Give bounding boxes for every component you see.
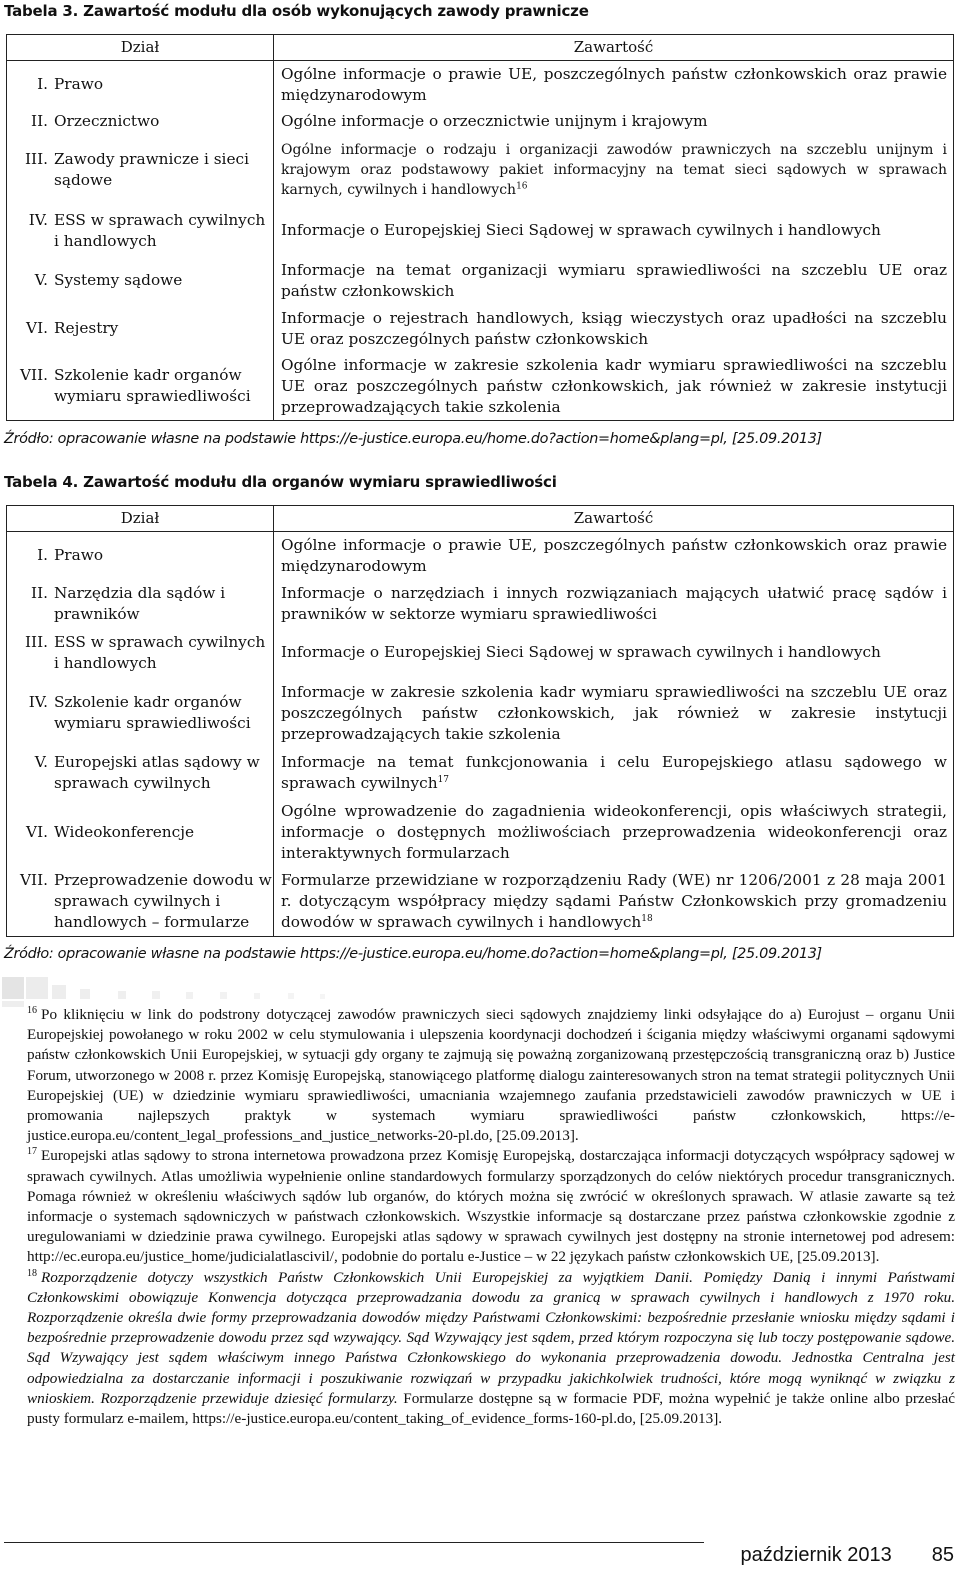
footnote-17 <box>27 1146 955 1267</box>
section-number: I. <box>37 546 48 565</box>
section-name: Zawody prawnicze i sieci sądowe <box>54 149 249 189</box>
section-content: Formularze przewidziane w rozporządzeniu Rady (WE) nr 1206/2001 z 28 maja 2001 r. dotyczącym współpracy między sądami Państw Członkowskich przy gromadzeniu dowodów w sprawach cywilnych i handlowych$^{18}$ <box>274 867 954 937</box>
footnotes <box>27 1005 955 1429</box>
section-number: II. <box>31 112 48 130</box>
section-content: Ogólne informacje o rodzaju i organizacji zawodów prawniczych na szczeblu unijnym i krajowym oraz podstawowy pakiet informacyjny na temat sieci sądowych w sprawach karnych, cywilnych i handlowych$^{16}$ <box>274 135 954 205</box>
section-content: Ogólne wprowadzenie do zagadnienia wideokonferencji, opis właściwych strategii, informacje o dostępnych możliwościach przeprowadzenia wideokonferencji oraz interaktywnych formularzach <box>274 798 954 867</box>
section-number: III. <box>25 149 48 168</box>
section-number: VII. <box>20 870 48 889</box>
section-name: Wideokonferencje <box>54 822 195 841</box>
section-content: Informacje na temat funkcjonowania i celu Europejskiego atlasu sądowego w sprawach cywilnych$^{17}$ <box>274 749 954 798</box>
section-number: V. <box>34 753 48 771</box>
table3-source: Źródło: opracowanie własne na podstawie https://e-justice.europa.eu/home.do?action=home&plang=pl, [25.09.2013] <box>4 431 822 447</box>
section-number: IV. <box>28 693 48 711</box>
table-row <box>7 867 954 937</box>
section-name: Prawo <box>54 75 104 94</box>
section-name: Prawo <box>54 546 104 565</box>
table-row <box>7 205 954 257</box>
section-number: VII. <box>20 366 48 385</box>
table3 <box>6 34 954 421</box>
footnote-number: 18 <box>27 1267 37 1279</box>
section-name: Systemy sądowe <box>54 271 183 289</box>
section-content: Informacje w zakresie szkolenia kadr wymiaru sprawiedliwości na szczeblu UE oraz poszczególnych państw członkowskich, jak również w zakresie instytucji przeprowadzających takie szkolenia <box>274 678 954 749</box>
table-row <box>7 749 954 798</box>
table4 <box>6 505 954 937</box>
section-name: Orzecznictwo <box>54 112 160 130</box>
section-number: I. <box>37 75 48 94</box>
section-name: Narzędzia dla sądów i prawników <box>54 583 226 623</box>
table4-col-content: Zawartość <box>274 506 954 532</box>
footer-rule <box>4 1542 704 1543</box>
table3-caption: Tabela 3. Zawartość modułu dla osób wykonujących zawody prawnicze <box>4 2 589 20</box>
section-name: Przeprowadzenie dowodu w sprawach cywilnych i handlowych – formularze <box>54 870 272 931</box>
table3-header <box>7 35 954 61</box>
table3-col-content: Zawartość <box>274 35 954 61</box>
section-content: Informacje o rejestrach handlowych, ksiąg wieczystych oraz upadłości na szczeblu UE oraz poszczególnych państw członkowskich <box>274 305 954 353</box>
footnote-text: Formularze dostępne są w formacie PDF, można wypełnić je także online albo przesłać pusty formularz e-mailem, https://e-justice.europa.eu/content_taking_of_evidence_forms-160-pl.do, [25.09.2013]. <box>27 1389 955 1428</box>
table3-col-section: Dział <box>7 35 274 61</box>
table-row <box>7 580 954 628</box>
section-content: Informacje na temat organizacji wymiaru sprawiedliwości na szczeblu UE oraz państw członkowskich <box>274 257 954 305</box>
section-content: Ogólne informacje o orzecznictwie unijnym i krajowym <box>274 109 954 135</box>
section-name: Rejestry <box>54 319 119 337</box>
section-content: Informacje o Europejskiej Sieci Sądowej w sprawach cywilnych i handlowych <box>274 205 954 257</box>
table-row <box>7 628 954 678</box>
table-row <box>7 61 954 109</box>
section-name: ESS w sprawach cywilnych i handlowych <box>54 632 266 672</box>
section-content: Ogólne informacje o prawie UE, poszczególnych państw członkowskich oraz prawie międzynarodowym <box>274 61 954 109</box>
section-name: Szkolenie kadr organów wymiaru sprawiedliwości <box>54 366 251 406</box>
footnote-ref: 17 <box>437 774 450 785</box>
table4-caption: Tabela 4. Zawartość modułu dla organów wymiaru sprawiedliwości <box>4 473 557 491</box>
table-row <box>7 257 954 305</box>
section-number: III. <box>25 632 48 651</box>
footer-date: październik 2013 <box>740 1544 892 1566</box>
table4-source: Źródło: opracowanie własne na podstawie https://e-justice.europa.eu/home.do?action=home&plang=pl, [25.09.2013] <box>4 946 822 962</box>
table4-header <box>7 506 954 532</box>
section-name: Europejski atlas sądowy w sprawach cywilnych <box>54 753 260 792</box>
section-content: Ogólne informacje w zakresie szkolenia kadr wymiaru sprawiedliwości na szczeblu UE oraz poszczególnych państw członkowskich, jak również w zakresie instytucji przeprowadzających takie szkolenia <box>274 353 954 421</box>
footnote-16 <box>27 1005 955 1146</box>
section-content: Informacje o Europejskiej Sieci Sądowej w sprawach cywilnych i handlowych <box>274 628 954 678</box>
section-name: ESS w sprawach cywilnych i handlowych <box>54 210 266 250</box>
decorative-squares <box>2 977 332 1007</box>
footnote-ref: 18 <box>641 913 653 924</box>
page-number: 85 <box>931 1544 954 1566</box>
table4-col-section: Dział <box>7 506 274 532</box>
footnote-text: Po kliknięciu w link do podstrony dotyczącej zawodów prawniczych sieci sądowych znajdziemy linki odsyłające do a) Eurojust – organu Unii Europejskiej powołanego w roku 2002 w celu stymulowania i ulepszenia koordynacji dochodzeń i ścigania między właściwymi organami sądowymi państw członkowskich Unii Europejskiej, w sytuacji gdy organy te zajmują się poważną zorganizowaną przestępczością transgraniczną oraz b) Justice Forum, utworzonego w 2008 r. przez Komisję Europejską, stanowiącego platformę dialogu zainteresowanych stron na temat strategii politycznych Unii Europejskiej (UE) w dziedzinie wymiaru sprawiedliwości, umacniania wzajemnego zaufania przedstawicieli zawodów prawniczych w UE i promowania najlepszych praktyk w systemach wymiaru sprawiedliwości państw członkowskich, https://e-justice.europa.eu/content_legal_professions_and_justice_networks-20-pl.do, [25.09.2013]. <box>27 1006 955 1145</box>
section-name: Szkolenie kadr organów wymiaru sprawiedliwości <box>54 693 251 732</box>
section-content: Ogólne informacje o prawie UE, poszczególnych państw członkowskich oraz prawie międzynarodowym <box>274 532 954 580</box>
footnote-18 <box>27 1268 955 1430</box>
table-row <box>7 798 954 867</box>
section-number: II. <box>31 583 48 602</box>
table-row <box>7 353 954 421</box>
footnote-number: 16 <box>27 1004 37 1016</box>
footnote-ref: 16 <box>516 180 528 191</box>
table-row <box>7 678 954 749</box>
table-row <box>7 109 954 135</box>
footnote-text: Europejski atlas sądowy to strona internetowa prowadzona przez Komisję Europejską, dostarczająca informacji dotyczących współpracy sądowej w sprawach cywilnych. Atlas umożliwia wypełnienie online standardowych formularzy sporządzonych do celów niektórych procedur transgranicznych. Pomaga również w określeniu właściwych sądów lub organów, do których można się zwrócić w określonych sprawach. W atlasie zawarte są też informacje o systemach sądowniczych w państwach członkowskich. Wszystkie informacje są dostarczane przez państwa członkowskie zgodnie z uregulowaniami w dziedzinie prawa cywilnego. Europejski atlas sądowy w sprawach cywilnych jest dostępny na stronie internetowej pod adresem: http://ec.europa.eu/justice_home/judicialatlascivil/, podobnie do portalu e-Justice – w 22 językach państw członkowskich UE, [25.09.2013]. <box>27 1147 955 1266</box>
page-footer <box>741 1544 954 1567</box>
section-content: Informacje o narzędziach i innych rozwiązaniach mających ułatwić pracę sądów i prawników w sektorze wymiaru sprawiedliwości <box>274 580 954 628</box>
section-number: VI. <box>26 822 48 841</box>
table-row <box>7 532 954 580</box>
section-number: IV. <box>28 210 48 229</box>
table-row <box>7 135 954 205</box>
footnote-number: 17 <box>27 1146 37 1158</box>
section-number: V. <box>34 271 48 289</box>
footnote-italic-text: Rozporządzenie dotyczy wszystkich Państw Członkowskich Unii Europejskiej za wyjątkiem Danii. Pomiędzy Danią i innymi Państwami Członkowskimi obowiązuje Konwencja dotycząca przeprowadzania dowodu za granicą w sprawach cywilnych i handlowych z 1970 roku. Rozporządzenie określa dwie formy przeprowadzania dowodów między Państwami Członkowskimi: bezpośrednie przesłanie wniosku między sądami i bezpośrednie przeprowadzenie dowodu przez sąd wzywający. Sąd Wzywający jest sądem, przed którym rozpoczyna się lub toczy postępowanie sądowe. Sąd Wzywający jest sądem właściwym innego Państwa Członkowskiego do wykonania przeprowadzenia dowodu. Jednostka Centralna jest odpowiedzialna za dostarczanie informacji i poszukiwanie rozwiązań w przypadku jakichkolwiek trudności, które mogą wyniknąć w związku z wnioskiem. Rozporządzenie przewiduje dziesięć formularzy. <box>27 1268 955 1407</box>
table-row <box>7 305 954 353</box>
section-number: VI. <box>26 319 48 337</box>
